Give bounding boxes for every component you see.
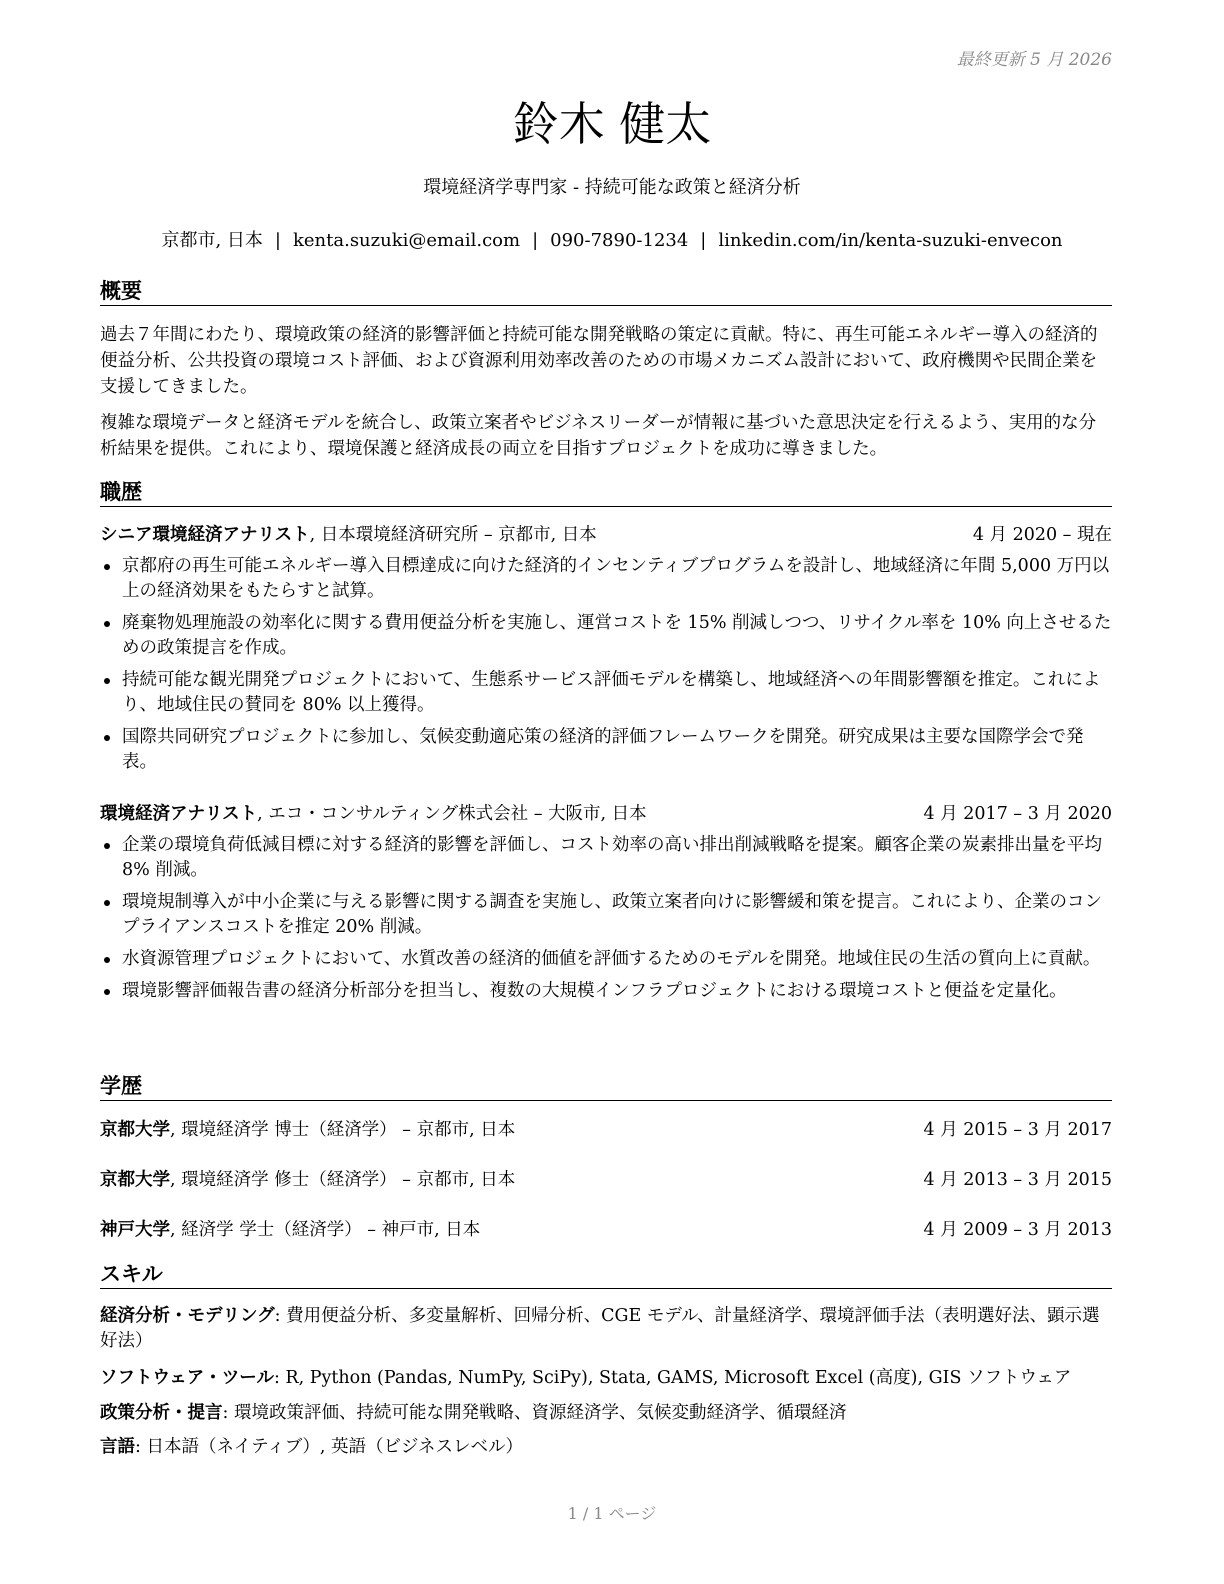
contact-separator: | bbox=[274, 230, 281, 251]
section-title-experience: 職歴 bbox=[100, 479, 1112, 507]
job-dates: 4 月 2017 – 3 月 2020 bbox=[923, 804, 1112, 824]
school-name: 京都大学 bbox=[100, 1120, 170, 1140]
skill-list: : 費用便益分析、多変量解析、回帰分析、CGE モデル、計量経済学、環境評価手法（表明選好法、顕示選好法） bbox=[100, 1306, 1100, 1351]
list-item: 企業の環境負荷低減目標に対する経済的影響を評価し、コスト効率の高い排出削減戦略を提案。顧客企業の炭素排出量を平均 8% 削減。 bbox=[100, 833, 1112, 883]
skill-row bbox=[100, 1366, 1112, 1391]
contact-separator: | bbox=[700, 230, 707, 251]
skill-category: 言語 bbox=[100, 1437, 135, 1457]
skill-list: : 日本語（ネイティブ）, 英語（ビジネスレベル） bbox=[135, 1437, 523, 1457]
education-dates: 4 月 2009 – 3 月 2013 bbox=[923, 1220, 1112, 1240]
degree: , 環境経済学 修士（経済学） – 京都市, 日本 bbox=[170, 1170, 516, 1190]
job-employer: , 日本環境経済研究所 – 京都市, 日本 bbox=[309, 525, 597, 545]
education-dates: 4 月 2013 – 3 月 2015 bbox=[923, 1170, 1112, 1190]
job-header bbox=[100, 802, 1112, 826]
job-header bbox=[100, 523, 1112, 547]
candidate-name: 鈴木 健太 bbox=[512, 97, 712, 151]
skill-category: 経済分析・モデリング bbox=[100, 1306, 275, 1326]
candidate-headline: 環境経済学専門家 - 持続可能な政策と経済分析 bbox=[423, 177, 801, 198]
list-item: 環境影響評価報告書の経済分析部分を担当し、複数の大規模インフラプロジェクトにおける環境コストと便益を定量化。 bbox=[100, 979, 1112, 1004]
skill-row bbox=[100, 1435, 1112, 1460]
education-entry bbox=[100, 1218, 1112, 1242]
skill-list: : R, Python (Pandas, NumPy, SciPy), Stata, GAMS, Microsoft Excel (高度), GIS ソフトウェア bbox=[273, 1368, 1072, 1388]
contact-location: 京都市, 日本 bbox=[161, 230, 263, 251]
job-title: 環境経済アナリスト bbox=[100, 804, 258, 824]
skill-category: 政策分析・提言 bbox=[100, 1403, 223, 1423]
skill-row bbox=[100, 1304, 1112, 1354]
job-employer: , エコ・コンサルティング株式会社 – 大阪市, 日本 bbox=[257, 804, 647, 824]
skill-row bbox=[100, 1401, 1112, 1426]
contact-linkedin[interactable]: linkedin.com/in/kenta-suzuki-envecon bbox=[718, 230, 1063, 251]
degree: , 環境経済学 博士（経済学） – 京都市, 日本 bbox=[170, 1120, 516, 1140]
school-name: 神戸大学 bbox=[100, 1220, 170, 1240]
skill-list: : 環境政策評価、持続可能な開発戦略、資源経済学、気候変動経済学、循環経済 bbox=[222, 1403, 847, 1423]
last-updated: 最終更新 5 月 2026 bbox=[956, 50, 1112, 70]
section-title-skills: スキル bbox=[100, 1261, 1112, 1289]
education-dates: 4 月 2015 – 3 月 2017 bbox=[923, 1120, 1112, 1140]
list-item: 持続可能な観光開発プロジェクトにおいて、生態系サービス評価モデルを構築し、地域経済への年間影響額を推定。これにより、地域住民の賛同を 80% 以上獲得。 bbox=[100, 668, 1112, 718]
list-item: 廃棄物処理施設の効率化に関する費用便益分析を実施し、運営コストを 15% 削減しつつ、リサイクル率を 10% 向上させるための政策提言を作成。 bbox=[100, 611, 1112, 661]
contact-phone: 090-7890-1234 bbox=[550, 230, 689, 251]
contact-line bbox=[0, 226, 1224, 252]
contact-email[interactable]: kenta.suzuki@email.com bbox=[292, 230, 521, 251]
page-number: 1 / 1 ページ bbox=[567, 1504, 657, 1523]
job-title: シニア環境経済アナリスト bbox=[100, 525, 310, 545]
section-title-education: 学歴 bbox=[100, 1073, 1112, 1101]
job-dates: 4 月 2020 – 現在 bbox=[972, 525, 1112, 545]
list-item: 環境規制導入が中小企業に与える影響に関する調査を実施し、政策立案者向けに影響緩和策を提言。これにより、企業のコンプライアンスコストを推定 20% 削減。 bbox=[100, 890, 1112, 940]
section-title-summary: 概要 bbox=[100, 278, 1112, 306]
contact-separator: | bbox=[532, 230, 539, 251]
list-item: 国際共同研究プロジェクトに参加し、気候変動適応策の経済的評価フレームワークを開発。研究成果は主要な国際学会で発表。 bbox=[100, 725, 1112, 775]
summary-paragraph: 過去７年間にわたり、環境政策の経済的影響評価と持続可能な開発戦略の策定に貢献。特に、再生可能エネルギー導入の経済的便益分析、公共投資の環境コスト評価、および資源利用効率改善のための市場メカニズム設計において、政府機関や民間企業を支援してきました。 bbox=[100, 325, 1098, 397]
list-item: 水資源管理プロジェクトにおいて、水質改善の経済的価値を評価するためのモデルを開発。地域住民の生活の質向上に貢献。 bbox=[100, 947, 1112, 972]
skill-category: ソフトウェア・ツール bbox=[100, 1368, 274, 1388]
degree: , 経済学 学士（経済学） – 神戸市, 日本 bbox=[170, 1220, 481, 1240]
education-entry bbox=[100, 1168, 1112, 1192]
job-bullets bbox=[100, 833, 1112, 1011]
education-entry bbox=[100, 1118, 1112, 1142]
list-item: 京都府の再生可能エネルギー導入目標達成に向けた経済的インセンティブプログラムを設計し、地域経済に年間 5,000 万円以上の経済効果をもたらすと試算。 bbox=[100, 554, 1112, 604]
job-bullets bbox=[100, 554, 1112, 782]
summary-paragraph: 複雑な環境データと経済モデルを統合し、政策立案者やビジネスリーダーが情報に基づいた意思決定を行えるよう、実用的な分析結果を提供。これにより、環境保護と経済成長の両立を目指すプロジェクトを成功に導きました。 bbox=[100, 413, 1097, 459]
school-name: 京都大学 bbox=[100, 1170, 170, 1190]
